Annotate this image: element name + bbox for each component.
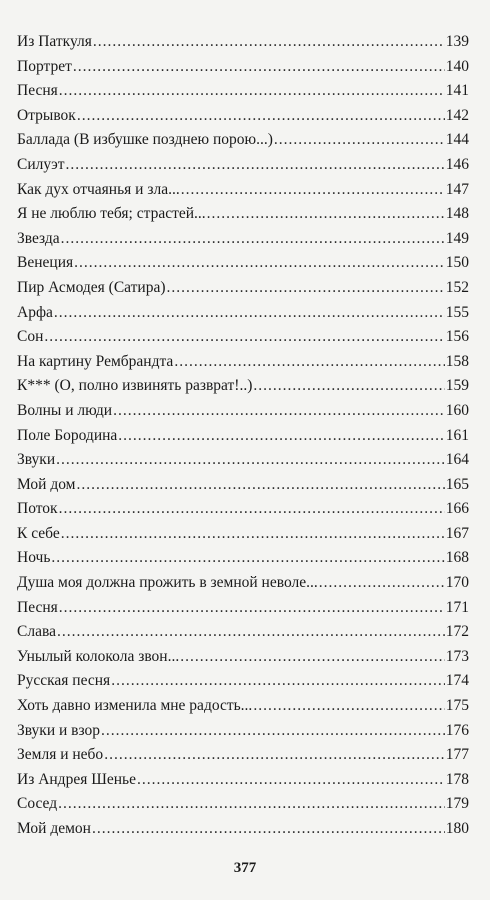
dot-leader [174, 350, 444, 375]
dot-leader [58, 792, 445, 817]
toc-entry-title: Ночь [17, 549, 51, 567]
toc-entry-title: Волны и люди [17, 401, 113, 419]
toc-entry-title: Слава [17, 623, 56, 641]
toc-entry [17, 546, 469, 571]
toc-entry-page: 156 [445, 328, 469, 346]
toc-entry-title: Унылый колокола звон... [17, 647, 180, 665]
toc-entry-title: Я не люблю тебя; страстей... [17, 205, 206, 223]
toc-entry-page: 159 [445, 377, 469, 395]
toc-entry-title: К себе [17, 524, 60, 542]
dot-leader [76, 473, 444, 498]
toc-entry [17, 399, 469, 424]
toc-entry [17, 424, 469, 449]
toc-entry [17, 202, 469, 227]
dot-leader [59, 79, 445, 104]
toc-entry-page: 177 [445, 746, 469, 764]
toc-entry-page: 178 [445, 770, 469, 788]
toc-entry-title: Звуки [17, 451, 56, 469]
toc-entry-page: 150 [445, 254, 469, 272]
toc-entry [17, 227, 469, 252]
toc-entry-page: 140 [445, 57, 469, 75]
dot-leader [137, 768, 445, 793]
toc-entry [17, 448, 469, 473]
toc-entry-page: 171 [445, 598, 469, 616]
dot-leader [73, 55, 445, 80]
toc-entry-title: Мой дом [17, 475, 76, 493]
toc-entry [17, 473, 469, 498]
dot-leader [93, 30, 445, 55]
dot-leader [253, 694, 444, 719]
toc-entry-page: 161 [445, 426, 469, 444]
toc-entry-title: Пир Асмодея (Сатира) [17, 278, 166, 296]
dot-leader [111, 669, 445, 694]
toc-entry-page: 144 [445, 131, 469, 149]
toc-entry-title: Песня [17, 598, 58, 616]
dot-leader [44, 325, 444, 350]
toc-entry-title: Силуэт [17, 155, 65, 173]
dot-leader [207, 202, 445, 227]
toc-entry-page: 139 [445, 33, 469, 50]
toc-entry [17, 301, 469, 326]
toc-entry-title: Сон [17, 328, 44, 346]
dot-leader [253, 374, 444, 399]
toc-entry-page: 166 [445, 500, 469, 518]
toc-entry [17, 374, 469, 399]
toc-entry-title: Баллада (В избушке позднею порою...) [17, 131, 273, 149]
toc-entry [17, 55, 469, 80]
toc-entry-title: Звезда [17, 229, 60, 247]
table-of-contents [17, 30, 469, 842]
toc-entry [17, 620, 469, 645]
dot-leader [77, 104, 445, 129]
toc-entry-page: 168 [445, 549, 469, 567]
dot-leader [118, 424, 444, 449]
dot-leader [180, 645, 445, 670]
toc-entry-page: 142 [445, 106, 469, 124]
toc-entry [17, 768, 469, 793]
toc-entry-title: Отрывок [17, 106, 76, 124]
toc-entry-page: 179 [445, 795, 469, 813]
toc-entry-title: Земля и небо [17, 746, 104, 764]
toc-entry-page: 155 [445, 303, 469, 321]
toc-entry-page: 170 [445, 574, 469, 592]
toc-entry-title: Из Андрея Шенье [17, 770, 136, 788]
dot-leader [57, 620, 445, 645]
toc-entry [17, 178, 469, 203]
toc-entry-page: 152 [445, 278, 469, 296]
toc-entry-page: 160 [445, 401, 469, 419]
toc-entry-page: 141 [445, 82, 469, 100]
toc-entry [17, 817, 469, 842]
dot-leader [167, 276, 445, 301]
toc-entry [17, 497, 469, 522]
toc-entry [17, 669, 469, 694]
toc-entry [17, 104, 469, 129]
dot-leader [61, 522, 445, 547]
toc-entry-title: К*** (О, полно извинять разврат!..) [17, 377, 253, 395]
toc-entry-title: Песня [17, 82, 58, 100]
toc-entry-title: Хоть давно изменила мне радость... [17, 697, 253, 715]
toc-entry-title: Арфа [17, 303, 53, 321]
dot-leader [74, 251, 445, 276]
toc-entry-page: 148 [445, 205, 469, 223]
toc-entry-title: Как дух отчаянья и зла... [17, 180, 180, 198]
dot-leader [56, 448, 445, 473]
toc-entry-title: Поток [17, 500, 58, 518]
toc-entry-page: 167 [445, 524, 469, 542]
toc-entry-page: 174 [445, 672, 469, 690]
toc-entry [17, 792, 469, 817]
toc-entry [17, 596, 469, 621]
toc-entry [17, 153, 469, 178]
dot-leader [54, 301, 445, 326]
toc-entry [17, 350, 469, 375]
dot-leader [66, 153, 445, 178]
toc-entry-title: Русская песня [17, 672, 111, 690]
toc-entry [17, 325, 469, 350]
toc-entry-title: Душа моя должна прожить в земной неволе... [17, 574, 318, 592]
toc-entry-page: 147 [445, 180, 469, 198]
toc-entry [17, 694, 469, 719]
toc-entry-page: 158 [445, 352, 469, 370]
toc-entry-title: Из Паткуля [17, 33, 92, 50]
dot-leader [181, 178, 445, 203]
dot-leader [59, 497, 445, 522]
dot-leader [92, 817, 445, 842]
toc-entry [17, 522, 469, 547]
toc-entry [17, 128, 469, 153]
toc-entry-title: Венеция [17, 254, 74, 272]
dot-leader [319, 571, 445, 596]
toc-entry [17, 645, 469, 670]
toc-entry-page: 164 [445, 451, 469, 469]
toc-entry-title: Сосед [17, 795, 58, 813]
dot-leader [59, 596, 445, 621]
toc-entry [17, 251, 469, 276]
toc-entry [17, 30, 469, 55]
toc-entry [17, 79, 469, 104]
dot-leader [274, 128, 445, 153]
toc-entry [17, 571, 469, 596]
toc-entry [17, 719, 469, 744]
toc-entry-title: На картину Рембрандта [17, 352, 174, 370]
toc-entry [17, 276, 469, 301]
page-number: 377 [233, 860, 257, 876]
dot-leader [113, 399, 445, 424]
toc-entry [17, 743, 469, 768]
toc-entry-page: 173 [445, 647, 469, 665]
toc-entry-page: 176 [445, 721, 469, 739]
toc-entry-page: 172 [445, 623, 469, 641]
toc-entry-page: 165 [445, 475, 469, 493]
dot-leader [101, 719, 445, 744]
dot-leader [51, 546, 444, 571]
toc-entry-page: 149 [445, 229, 469, 247]
dot-leader [61, 227, 445, 252]
toc-entry-page: 180 [445, 820, 469, 837]
toc-entry-page: 146 [445, 155, 469, 173]
toc-entry-title: Мой демон [17, 820, 91, 837]
dot-leader [104, 743, 445, 768]
toc-entry-title: Поле Бородина [17, 426, 118, 444]
toc-entry-page: 175 [445, 697, 469, 715]
toc-entry-title: Звуки и взор [17, 721, 101, 739]
toc-entry-title: Портрет [17, 57, 72, 75]
